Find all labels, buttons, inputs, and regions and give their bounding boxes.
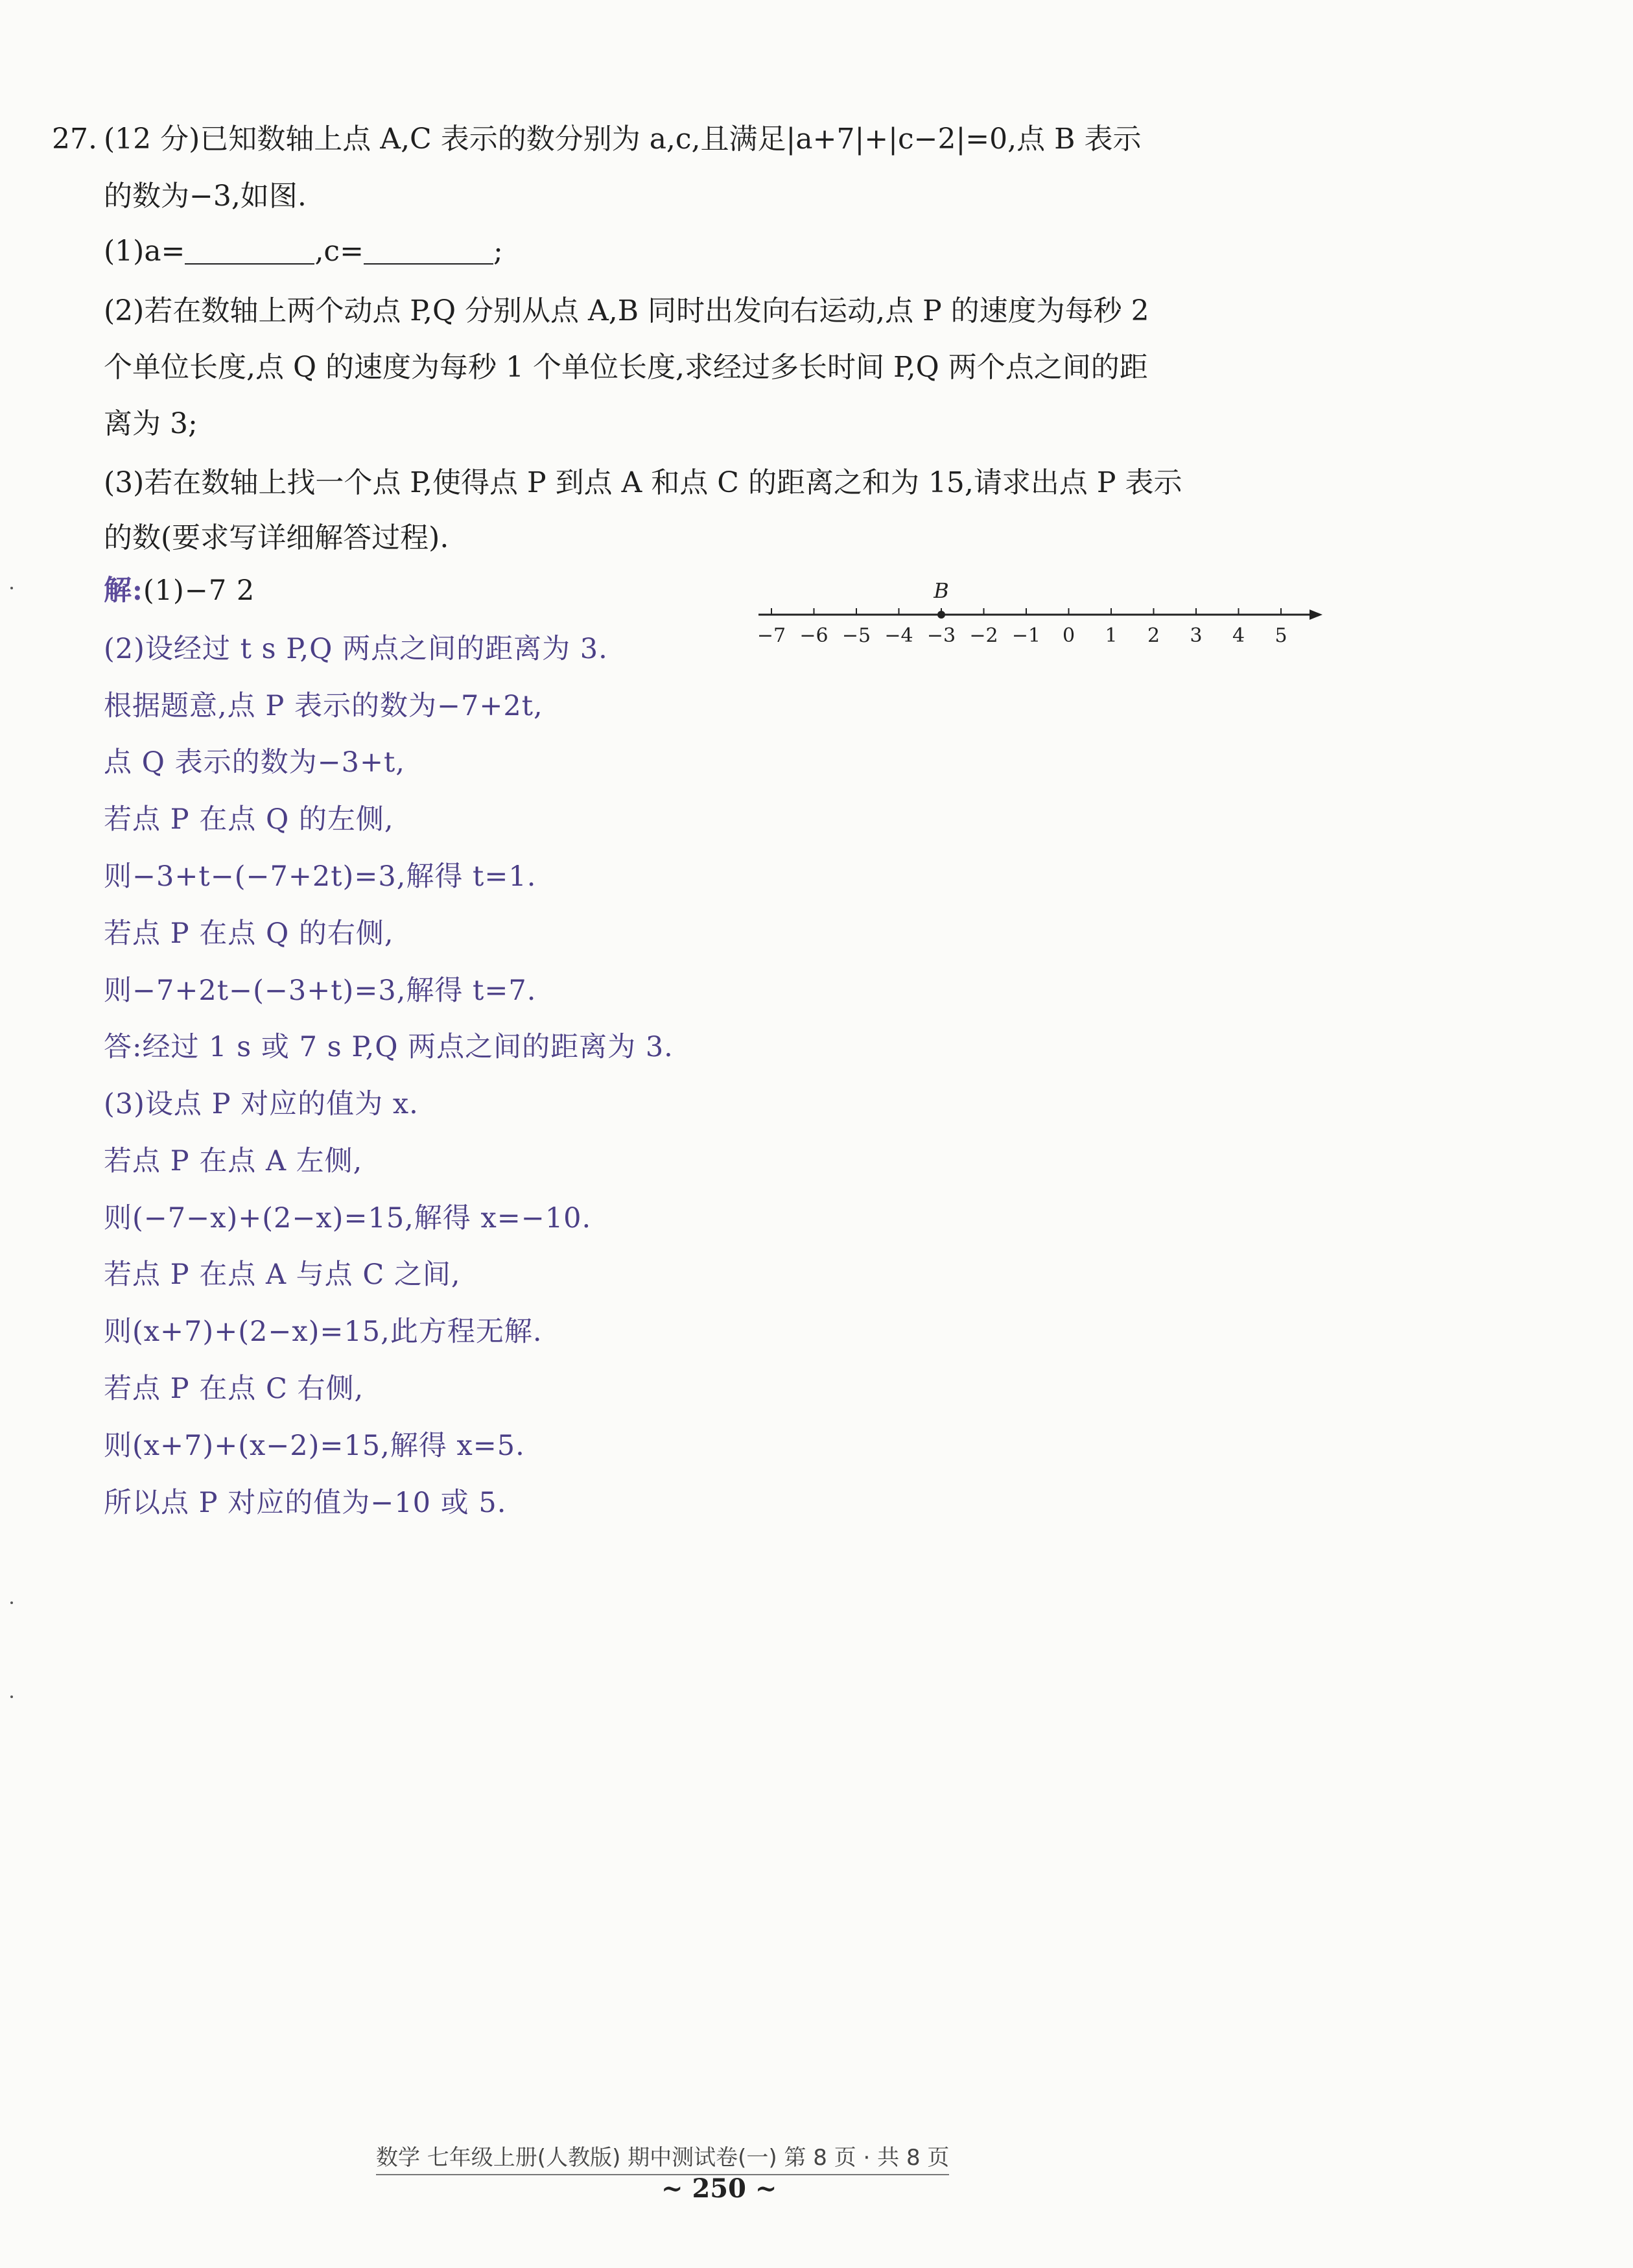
solution-answer-1: (1)−7 2: [143, 574, 255, 607]
solution-line: 则−7+2t−(−3+t)=3,解得 t=7.: [104, 975, 537, 1007]
question-number: 27.: [52, 123, 97, 156]
tick-label: 5: [1275, 624, 1287, 647]
scan-mark: [10, 587, 13, 589]
part-1-c-label: ,c=: [314, 235, 364, 268]
solution-line: 则(x+7)+(2−x)=15,此方程无解.: [104, 1316, 543, 1348]
number-line-figure: [752, 571, 1335, 655]
solution-line: 则(−7−x)+(2−x)=15,解得 x=−10.: [104, 1202, 592, 1234]
page-number: ~ 250 ~: [661, 2173, 777, 2204]
tick-label: −2: [969, 624, 998, 647]
solution-line: 若点 P 在点 A 左侧,: [104, 1145, 363, 1177]
part-1-a-label: (1)a=: [104, 235, 185, 268]
solution-line: 根据题意,点 P 表示的数为−7+2t,: [104, 690, 543, 722]
solution-line: 答:经过 1 s 或 7 s P,Q 两点之间的距离为 3.: [104, 1031, 674, 1063]
tick-label: 2: [1147, 624, 1160, 647]
scan-mark: [10, 1695, 13, 1698]
solution-heading: 解:: [104, 574, 143, 607]
question-part-3-line-1: (3)若在数轴上找一个点 P,使得点 P 到点 A 和点 C 的距离之和为 15,请求出点 P 表示: [104, 466, 1182, 499]
tick-label: −3: [926, 624, 956, 647]
answer-blank-c[interactable]: [364, 237, 493, 265]
point-b-label: B: [934, 578, 949, 603]
solution-line: 若点 P 在点 Q 的右侧,: [104, 917, 394, 950]
solution-line: 所以点 P 对应的值为−10 或 5.: [104, 1487, 507, 1519]
solution-line: 若点 P 在点 Q 的左侧,: [104, 803, 394, 836]
scan-mark: [10, 1601, 13, 1604]
question-part-2-line-3: 离为 3;: [104, 407, 198, 440]
tick-label: 3: [1190, 624, 1203, 647]
question-part-1: [104, 232, 503, 271]
part-1-end: ;: [493, 235, 503, 268]
solution-line: (3)设点 P 对应的值为 x.: [104, 1088, 419, 1120]
arrow-icon: [1310, 609, 1322, 620]
point-b-marker: [937, 611, 945, 619]
solution-line: (2)设经过 t s P,Q 两点之间的距离为 3.: [104, 633, 608, 665]
tick-label: −6: [799, 624, 828, 647]
solution-line: 则−3+t−(−7+2t)=3,解得 t=1.: [104, 860, 537, 893]
solution-line: 点 Q 表示的数为−3+t,: [104, 746, 405, 779]
tick-label: −4: [884, 624, 913, 647]
solution-line: 若点 P 在点 C 右侧,: [104, 1373, 364, 1405]
tick-label: 1: [1105, 624, 1118, 647]
question-stem-line-2: 的数为−3,如图.: [104, 180, 307, 213]
question-stem-line-1: (12 分)已知数轴上点 A,C 表示的数分别为 a,c,且满足|a+7|+|c−2|=0,点 B 表示: [104, 123, 1142, 156]
question-part-2-line-1: (2)若在数轴上两个动点 P,Q 分别从点 A,B 同时出发向右运动,点 P 的速度为每秒 2: [104, 294, 1149, 327]
solution-line: 则(x+7)+(x−2)=15,解得 x=5.: [104, 1430, 525, 1462]
tick-label: −7: [757, 624, 786, 647]
answer-blank-a[interactable]: [185, 237, 314, 265]
tick-label: 4: [1232, 624, 1245, 647]
question-part-3-line-2: 的数(要求写详细解答过程).: [104, 521, 449, 554]
solution-line: 若点 P 在点 A 与点 C 之间,: [104, 1258, 461, 1291]
page-footer: 数学 七年级上册(人教版) 期中测试卷(一) 第 8 页 · 共 8 页: [376, 2140, 949, 2175]
tick-label: −1: [1011, 624, 1041, 647]
question-part-2-line-2: 个单位长度,点 Q 的速度为每秒 1 个单位长度,求经过多长时间 P,Q 两个点之间的距: [104, 351, 1148, 384]
tick-label: 0: [1062, 624, 1075, 647]
tick-label: −5: [841, 624, 871, 647]
solution-part-1: [104, 572, 255, 609]
